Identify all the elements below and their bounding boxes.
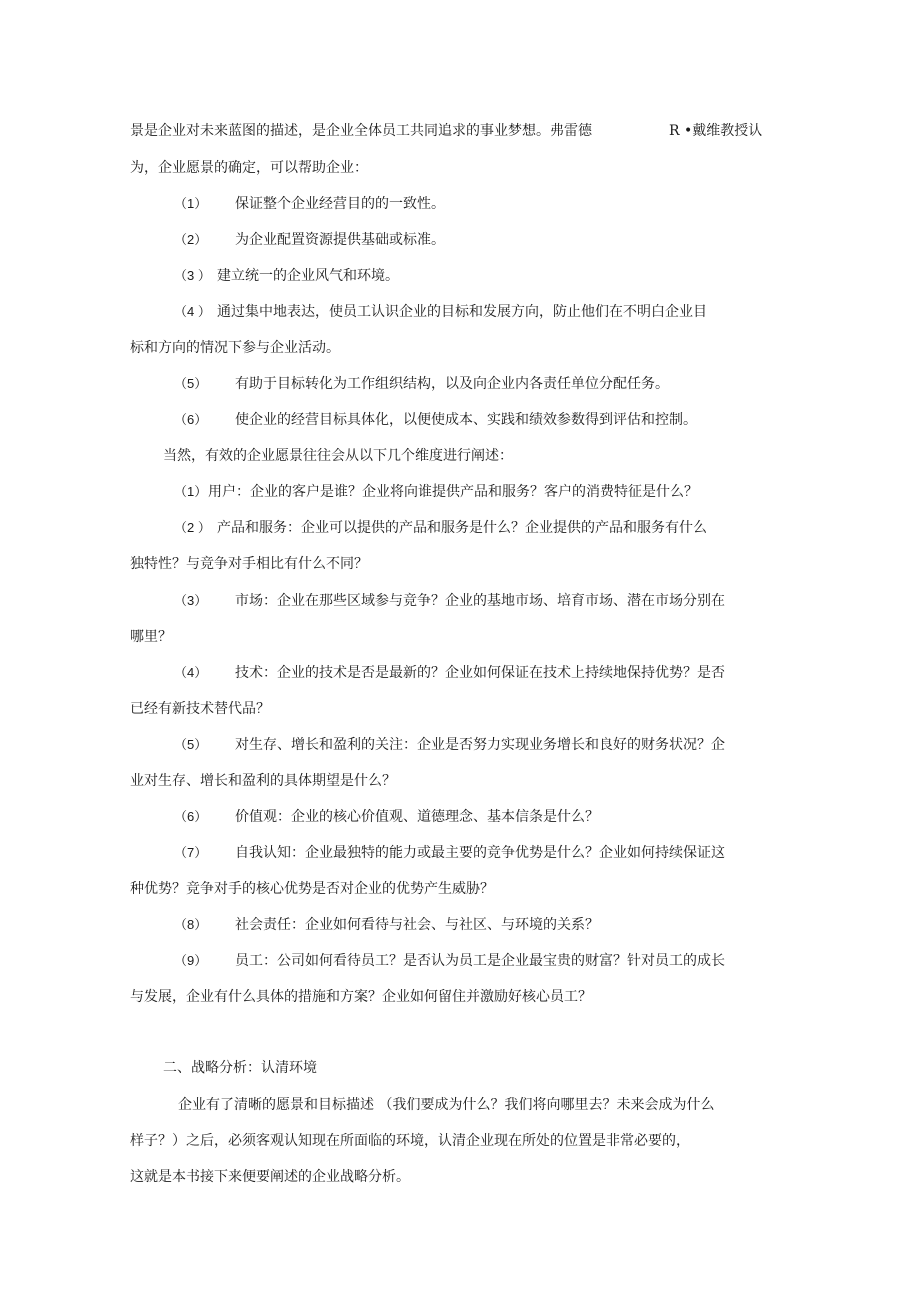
list-item: 技术：企业的技术是否是最新的？企业如何保证在技术上持续地保持优势？是否 — [235, 665, 725, 681]
list-item: 员工：公司如何看待员工？是否认为员工是企业最宝贵的财富？针对员工的成长 — [235, 953, 725, 969]
list-item: 用户：企业的客户是谁？企业将向谁提供产品和服务？客户的消费特征是什么？ — [208, 484, 698, 500]
list-item-continuation: 已经有新技术替代品？ — [130, 701, 270, 717]
list-number: （3 ） — [174, 268, 211, 283]
list-item-continuation: 与发展，企业有什么具体的措施和方案？企业如何留住并激励好核心员工？ — [130, 989, 592, 1005]
list-item: 产品和服务：企业可以提供的产品和服务是什么？企业提供的产品和服务有什么 — [217, 520, 707, 536]
list-number: （6） — [174, 412, 208, 427]
paragraph-line: 为，企业愿景的确定，可以帮助企业： — [130, 160, 368, 176]
list-item: 社会责任：企业如何看待与社会、与社区、与环境的关系？ — [235, 917, 599, 933]
section-heading: 二、战略分析：认清环境 — [163, 1060, 317, 1076]
list-number: （1） — [174, 484, 208, 499]
list-number: （6） — [174, 809, 208, 824]
list-number: （7） — [174, 845, 208, 860]
list-item: 通过集中地表达，使员工认识企业的目标和发展方向，防止他们在不明白企业目 — [217, 304, 707, 320]
list-item: 使企业的经营目标具体化，以便使成本、实践和绩效参数得到评估和控制。 — [235, 412, 697, 428]
list-number: （8） — [174, 917, 208, 932]
list-item: 为企业配置资源提供基础或标准。 — [235, 232, 445, 248]
list-item: 对生存、增长和盈利的关注：企业是否努力实现业务增长和良好的财务状况？企 — [235, 737, 725, 753]
list-number: （2 ） — [174, 520, 211, 535]
list-number: （1） — [174, 196, 208, 211]
list-number: （5） — [174, 737, 208, 752]
list-item-continuation: 哪里？ — [130, 629, 172, 645]
list-item: 有助于目标转化为工作组织结构，以及向企业内各责任单位分配任务。 — [235, 376, 669, 392]
paragraph-line: 当然，有效的企业愿景往往会从以下几个维度进行阐述： — [163, 448, 513, 464]
list-item-continuation: 标和方向的情况下参与企业活动。 — [130, 340, 340, 356]
list-item: 自我认知：企业最独特的能力或最主要的竞争优势是什么？企业如何持续保证这 — [235, 845, 725, 861]
paragraph-line: 景是企业对未来蓝图的描述，是企业全体员工共同追求的事业梦想。弗雷德 — [130, 123, 592, 139]
list-item: 价值观：企业的核心价值观、道德理念、基本信条是什么？ — [235, 809, 599, 825]
list-item-continuation: 业对生存、增长和盈利的具体期望是什么？ — [130, 773, 396, 789]
list-number: （3） — [174, 593, 208, 608]
list-item: 市场：企业在那些区域参与竞争？企业的基地市场、培育市场、潜在市场分别在 — [235, 593, 725, 609]
paragraph-line: 企业有了清晰的愿景和目标描述 （我们要成为什么？我们将向哪里去？未来会成为什么 — [178, 1097, 715, 1113]
list-item-continuation: 独特性？与竞争对手相比有什么不同？ — [130, 556, 368, 572]
paragraph-line: 样子？）之后，必须客观认知现在所面临的环境，认清企业现在所处的位置是非常必要的， — [130, 1133, 690, 1149]
list-item-continuation: 种优势？竞争对手的核心优势是否对企业的优势产生威胁？ — [130, 881, 494, 897]
list-number: （5） — [174, 376, 208, 391]
paragraph-line: R •戴维教授认 — [669, 123, 763, 139]
paragraph-line: 这就是本书接下来便要阐述的企业战略分析。 — [130, 1169, 410, 1185]
list-item: 建立统一的企业风气和环境。 — [217, 268, 399, 284]
list-number: （9） — [174, 953, 208, 968]
list-number: （4 ） — [174, 304, 211, 319]
list-number: （2） — [174, 232, 208, 247]
list-number: （4） — [174, 665, 208, 680]
list-item: 保证整个企业经营目的的一致性。 — [235, 196, 445, 212]
